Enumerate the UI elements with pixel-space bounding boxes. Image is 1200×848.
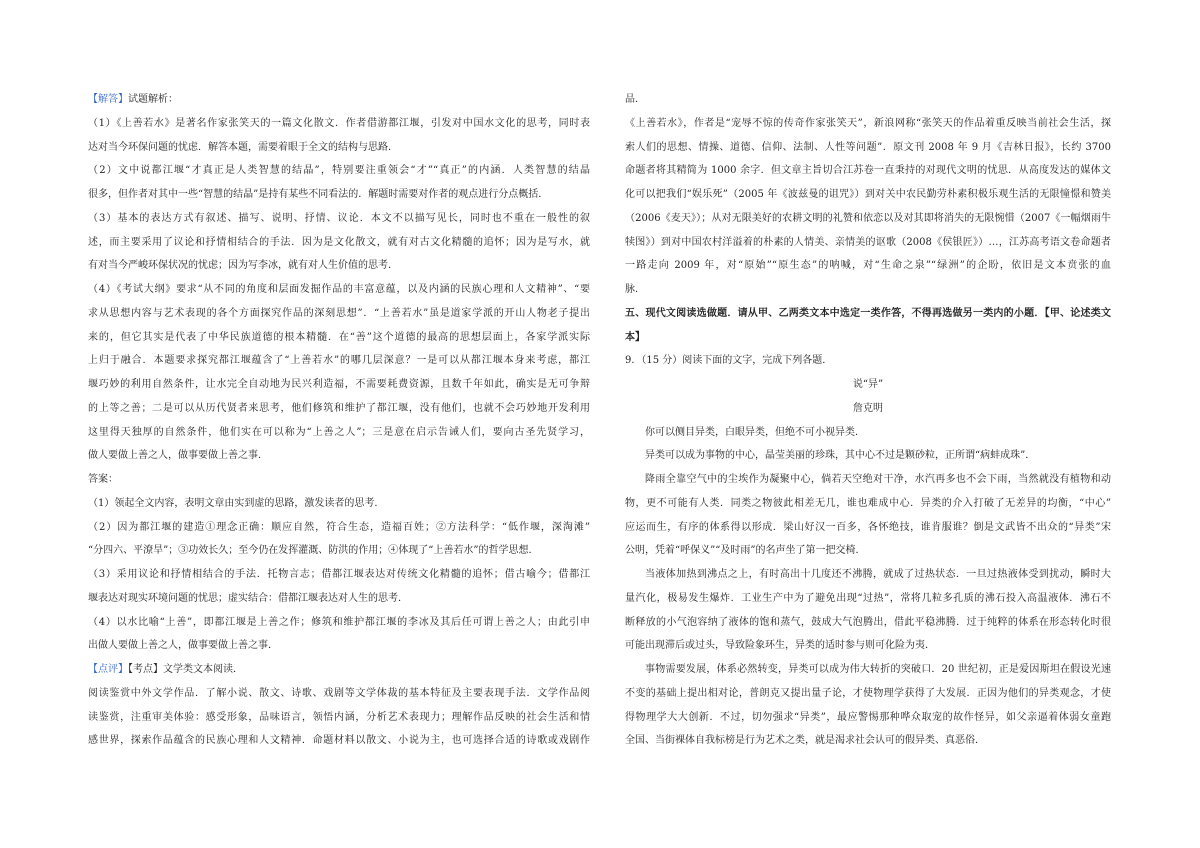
text-line: 达对当今环保问题的忧虑．解答本题，需要着眼于全文的结构与思路． [88,141,398,153]
text-line: 詹克明 [853,402,883,414]
text-line: 你可以侧目异类，白眼异类，但绝不可小视异类． [645,426,865,438]
analysis-item [88,112,590,160]
text-line [88,88,590,112]
article-paragraph [625,658,1111,753]
text-line: 一路走向 2009 年，对“原始”“原生态”的呐喊，对“生命之泉”“绿洲”的企盼，依旧是文本贲张的血 [625,260,1111,272]
text-line: 犊图》）到对中国农村洋溢着的朴素的人情美、亲情美的讴歌（2008《侯银匠》）…，江苏高考语文卷命题者 [625,236,1111,248]
article-title [625,373,1111,397]
text-line: 脉． [625,284,645,295]
analysis-item [88,207,590,278]
article-paragraph [625,563,1111,658]
text-line: （3）采用议论和抒情相结合的手法．托物言志；借都江堰表达对传统文化精髓的追怀；借古喻今；借都江 [88,569,590,580]
text-line: 很多，但作者对其中一些“智慧的结晶”是持有某些不同看法的．解题时需要对作者的观点进行分点概括． [88,189,549,200]
line-text: 试题解析： [128,94,178,105]
section-heading [625,302,1111,350]
text-line: 出做人要做上善之人，做事要做上善之事． [88,640,278,652]
answer-label: 【解答】 [88,94,128,105]
text-line: 说“异” [852,379,884,390]
text-line: 上归于融合．本题要求探究都江堰蕴含了“上善若水”的哪几层深意？一是可以从都江堰本身来考虑，都江 [88,355,590,367]
text-line: 应运而生，有序的体系得以形成．梁山好汉一百多，各怀绝技，谁肯服谁？倒是文武皆不出众的“异类”宋 [625,521,1111,533]
commentary-paragraph [625,112,1111,302]
text-line: 可能出现滞后或过头，导致险象环生，异类的适时参与则可化险为夷． [625,640,935,652]
article-author [625,397,1111,421]
text-line: “分四六、平潦旱”；③功效长久；至今仍在发挥灌溉、防洪的作用；④体现了“上善若水”的哲学思想． [88,545,539,557]
analysis-item [88,278,590,468]
answer-item [88,492,590,516]
text-line: 断释放的小气泡容纳了液体的饱和蒸气，鼓成大气泡腾出，借此平稳沸腾．过于纯粹的体系在形态转化时很 [625,616,1111,628]
answer-item [88,611,590,659]
text-line: 化可以把我们“娱乐死”（2005 年《波兹曼的诅咒》）到对关中农民勤劳朴素积极乐观生活的无限憧憬和赞美 [625,189,1111,200]
comment-body [88,682,590,753]
question-prompt [625,349,1111,373]
text-line: （1）《上善若水》是著名作家张笑天的一篇文化散文．作者借游都江堰，引发对中国水文化的思考，同时表 [88,117,590,129]
text-line: 公明，凭着“呼保义”“及时雨”的名声坐了第一把交椅． [625,545,866,557]
text-line: 命题者将其精简为 1000 余字．但文章主旨切合江苏卷一直秉持的对现代文明的忧思．从高度发达的媒体文 [625,165,1111,177]
text-line: 求从思想内容与艺术表现的各个方面探究作品的深刻思想”．“上善若水”虽是道家学派的开山人物老子提出 [88,307,590,319]
text-line: 五、现代文阅读选做题．请从甲、乙两类文本中选定一类作答，不得再选做另一类内的小题．【甲、论述类文 [625,307,1111,319]
continuation [625,88,1111,112]
text-line: 做人要做上善之人，做事要做上善之事． [88,450,268,462]
text-line: 全国、当街裸体自我标榜是行为艺术之类，就是渴求社会认可的假异类、真恶俗． [625,735,985,747]
left-column [88,88,590,753]
text-line: 本】 [625,331,645,343]
answer-item [88,563,590,611]
text-line: 9．（15 分）阅读下面的文字，完成下列各题． [625,355,833,367]
article-paragraph [625,468,1111,563]
article-paragraph [625,421,1111,445]
text-line: 读鉴赏，注重审美体验：感受形象，品味语言，领悟内涵，分析艺术表现力；理解作品反映的社会生活和情 [88,711,590,723]
text-line: 异类可以成为事物的中心，晶莹美丽的珍珠，其中心不过是颗砂粒，正所谓“病蚌成珠”． [645,450,1036,462]
text-line: 不变的基础上提出相对论，普朗克又提出量子论，才使物理学获得了大发展．正因为他们的异类观念，才使 [625,687,1111,699]
text-line: 述，而主要采用了议论和抒情相结合的手法．因为是文化散文，就有对古文化精髓的追怀；因为是写水，就 [88,236,590,248]
answer-heading [88,468,590,492]
text-line: 来的，但它其实是代表了中华民族道德的根本精髓．在“善”这个道德的最高的思想层面上，各家学派实际 [88,331,590,343]
text-line: 阅读鉴赏中外文学作品．了解小说、散文、诗歌、戏剧等文学体裁的基本特征及主要表现手法．文学作品阅 [88,687,590,699]
text-line: 当液体加热到沸点之上，有时高出十几度还不沸腾，就成了过热状态．一旦过热液体受到扰动，瞬时大 [645,569,1111,580]
line-text: 【考点】文学类文本阅读． [128,664,243,675]
right-column [625,88,1111,753]
text-line: 的上等之善；二是可以从历代贤者来思考，他们修筑和维护了都江堰，没有他们，也就不会巧妙地开发利用 [88,402,590,414]
text-line: 索人们的思想、情操、道德、信仰、法制、人性等问题”．原文刊 2008 年 9 月《吉林日报》，长约 3700 [625,141,1111,153]
text-line: 事物需要发展，体系必然转变，异类可以成为伟大转折的突破口．20 世纪初，正是爱因斯坦在假设光速 [645,664,1111,675]
text-line: 堰表达对现实环境问题的忧思；虚实结合：借都江堰表达对人生的思考． [88,592,408,604]
text-line [88,658,590,682]
answer-item [88,516,590,564]
text-line: 有对当今严峻环保状况的忧虑；因为写李冰，就有对人生价值的思考． [88,260,398,272]
text-line: 物，更不可能有人类．同类之物彼此相差无几，谁也难成中心．异类的介入打破了无差异的均衡，“中心” [625,497,1111,509]
text-line: 品． [625,94,645,105]
text-line: （2006《麦天》）；从对无限美好的农耕文明的礼赞和依恋以及对其即将消失的无限惋惜（2007《一幅烟雨牛 [625,212,1111,224]
comment-header [88,658,590,682]
text-line: （1）领起全文内容，表明文章由实到虚的思路，激发读者的思考． [88,497,385,509]
text-line: 堰巧妙的利用自然条件，让水完全自动地为民兴利造福，不需要耗费资源，且数千年如此，确实是无可争辩 [88,379,590,390]
comment-label: 【点评】 [88,664,128,675]
text-line: （2）因为都江堰的建造①理念正确：顺应自然，符合生态，造福百姓；②方法科学：“低作堰，深淘滩” [88,521,590,533]
article-paragraph [625,444,1111,468]
analysis-item [88,159,590,207]
text-line: 《上善若水》，作者是“宠辱不惊的传奇作家张笑天”，新浪网称“张笑天的作品着重反映当前社会生活，探 [625,117,1111,129]
text-line: 量汽化，极易发生爆炸．工业生产中为了避免出现“过热”，常将几粒多孔质的沸石投入高温液体．沸石不 [625,592,1111,604]
text-line: （4）《考试大纲》要求“从不同的角度和层面发掘作品的丰富意蕴，以及内涵的民族心理和人文精神”、“要 [88,284,590,295]
text-line: 得物理学大大创新．不过，切勿强求“异类”，最应警惕那种哗众取宠的故作怪异，如父亲逼着体弱女童跑 [625,711,1111,723]
text-line: （4）以水比喻“上善”，即都江堰是上善之作；修筑和维护都江堰的李冰及其后任可谓上善之人；由此引申 [88,616,590,628]
text-line: 答案： [88,474,118,485]
text-line: 降雨全靠空气中的尘埃作为凝聚中心，倘若天空绝对干净，水汽再多也不会下雨，当然就没有植物和动 [645,474,1111,485]
analysis-header [88,88,590,112]
text-line: 这里得天独厚的自然条件，他们实在可以称为“上善之人”；三是意在启示告诫人们，要向古圣先贤学习， [88,426,590,438]
text-line: （3）基本的表达方式有叙述、描写、说明、抒情、议论．本文不以描写见长，同时也不重在一般性的叙 [88,212,590,224]
text-line: 感世界，探索作品蕴含的民族心理和人文精神．命题材料以散文、小说为主，也可选择合适的诗歌或戏剧作 [88,735,590,747]
text-line: （2）文中说都江堰“才真正是人类智慧的结晶”，特别要注重领会“才”“真正”的内涵．人类智慧的结晶 [88,165,590,177]
